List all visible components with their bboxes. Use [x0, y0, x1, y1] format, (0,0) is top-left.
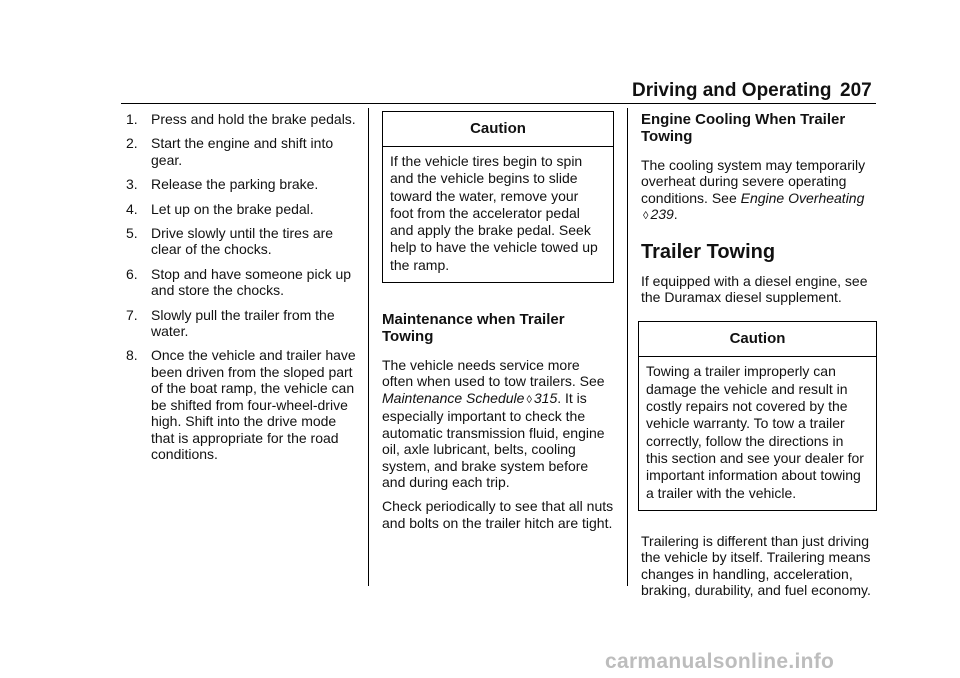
list-item	[126, 307, 356, 340]
list-item	[126, 225, 356, 258]
caution-box	[382, 111, 614, 283]
trailering-paragraph: Trailering is different than just driving the vehicle by itself. Trailering means changes in handling, acceleration, braking, durability, and fuel economy.	[641, 532, 871, 599]
page-header	[0, 0, 960, 104]
list-item	[126, 347, 356, 462]
page-reference[interactable]: 239	[650, 206, 674, 223]
caution-text: Towing a trailer improperly can damage the vehicle and result in costly repairs not covered by the vehicle warranty. To tow a trailer correctly, follow the directions in this section and see your dealer for important information about towing a trailer with the vehicle.	[646, 363, 864, 501]
header-rule	[121, 103, 876, 104]
caution-title: Caution	[383, 112, 613, 147]
hitch-check-paragraph: Check periodically to see that all nuts and bolts on the trailer hitch are tight.	[382, 498, 614, 531]
step-text: Press and hold the brake pedals.	[151, 111, 356, 127]
column-left	[126, 111, 356, 470]
list-item	[126, 111, 356, 127]
page-reference[interactable]: 315	[533, 389, 558, 406]
step-number: 8.	[126, 347, 138, 364]
list-item	[126, 201, 356, 217]
maintenance-schedule-link[interactable]: Maintenance Schedule	[382, 389, 525, 406]
column-right	[641, 111, 877, 606]
step-number: 1.	[126, 111, 138, 127]
column-divider	[368, 108, 369, 586]
step-text: Start the engine and shift into gear.	[151, 135, 334, 168]
watermark: carmanualsonline.info	[605, 650, 835, 673]
step-text: Stop and have someone pick up and store the chocks.	[151, 265, 352, 299]
diesel-paragraph: If equipped with a diesel engine, see the Duramax diesel supplement.	[641, 272, 868, 306]
step-number: 4.	[126, 200, 138, 217]
step-text: Slowly pull the trailer from the water.	[151, 306, 335, 340]
maintenance-heading: Maintenance when Trailer Towing	[382, 311, 565, 346]
step-number: 5.	[126, 225, 138, 242]
caution-box	[638, 321, 877, 510]
cooling-paragraph: The cooling system may temporarily overheat during severe operating conditions. See Engine Overheating ◊ 239.	[641, 157, 866, 223]
step-number: 6.	[126, 265, 138, 282]
step-number: 7.	[126, 306, 138, 323]
page-reference-icon: ◊	[526, 393, 532, 406]
cooling-heading: Engine Cooling When Trailer Towing	[641, 111, 846, 145]
trailer-towing-heading: Trailer Towing	[641, 240, 776, 263]
page-reference-icon: ◊	[643, 210, 649, 223]
step-text: Drive slowly until the tires are clear of the chocks.	[151, 225, 334, 258]
maintenance-paragraph: The vehicle needs service more often when used to tow trailers. See Maintenance Schedule ◊ 315. It is especially important to check the automatic transmission fluid, engine oil, axle lubricant, belts, cooling system, and brake system before and during each trip.	[382, 357, 605, 490]
caution-title: Caution	[639, 322, 876, 357]
step-number: 3.	[126, 176, 138, 193]
column-divider	[627, 108, 628, 586]
caution-text: If the vehicle tires begin to spin and the vehicle begins to slide toward the water, remove your foot from the accelerator pedal and apply the brake pedal. Seek help to have the vehicle towed up the ramp.	[390, 153, 598, 273]
section-title: Driving and Operating	[632, 80, 832, 101]
boat-ramp-steps	[126, 111, 356, 462]
list-item	[126, 135, 356, 168]
engine-overheating-link[interactable]: Engine Overheating	[740, 189, 865, 206]
list-item	[126, 176, 356, 192]
column-middle	[382, 111, 614, 539]
step-text: Release the parking brake.	[151, 176, 319, 193]
list-item	[126, 266, 356, 299]
step-text: Once the vehicle and trailer have been driven from the sloped part of the boat ramp, the vehicle can be shifted from four-wheel-drive high. Shift into the drive mode that is appropriate for the road conditions.	[151, 347, 356, 462]
step-text: Let up on the brake pedal.	[151, 200, 314, 217]
step-number: 2.	[126, 135, 138, 152]
page-number: 207	[840, 80, 872, 101]
